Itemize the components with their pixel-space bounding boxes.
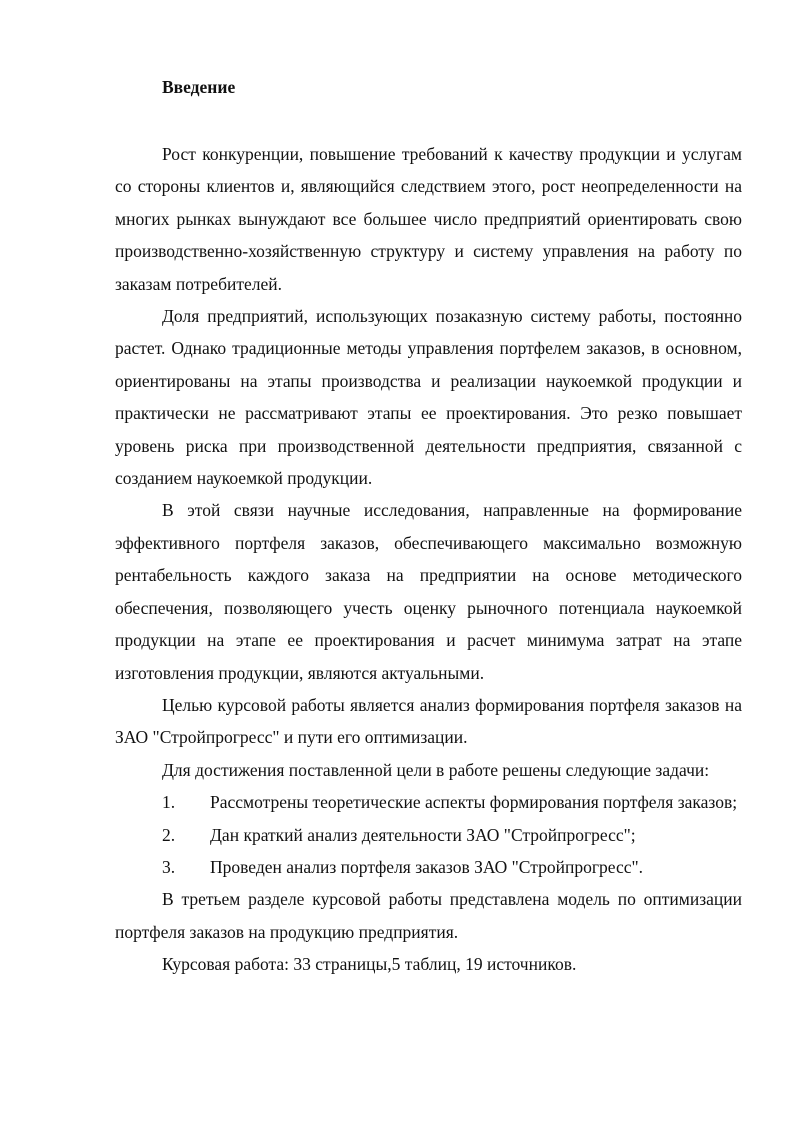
- list-item-text: Дан краткий анализ деятельности ЗАО "Стройпрогресс";: [210, 824, 636, 845]
- list-item: [115, 851, 742, 883]
- section-heading: Введение: [162, 77, 236, 97]
- paragraph: Курсовая работа: 33 страницы,5 таблиц, 19 источников.: [162, 954, 577, 975]
- paragraph: В третьем разделе курсовой работы представлена модель по оптимизации портфеля заказов на продукцию предприятия.: [115, 889, 742, 942]
- list-item-number: 2.: [162, 824, 176, 845]
- list-item: [115, 786, 742, 818]
- list-item-text: Рассмотрены теоретические аспекты формирования портфеля заказов;: [210, 792, 738, 813]
- list-item-number: 3.: [162, 856, 176, 877]
- paragraph: Рост конкуренции, повышение требований к качеству продукции и услугам со стороны клиентов и, являющийся следствием этого, рост неопределенности на многих рынках вынуждают все большее число предприятий ориентировать свою производственно-хозяйственную структуру и систему управления на работу по заказам потребителей.: [115, 144, 742, 294]
- paragraph: В этой связи научные исследования, направленные на формирование эффективного портфеля заказов, обеспечивающего максимально возможную рентабельность каждого заказа на предприятии на основе методического обеспечения, позволяющего учесть оценку рыночного потенциала наукоемкой продукции на этапе ее проектирования и расчет минимума затрат на этапе изготовления продукции, являются актуальными.: [115, 500, 742, 683]
- paragraph: Для достижения поставленной цели в работе решены следующие задачи:: [162, 759, 710, 780]
- paragraph: Целью курсовой работы является анализ формирования портфеля заказов на ЗАО "Стройпрогресс" и пути его оптимизации.: [115, 694, 742, 748]
- document-body: [115, 138, 742, 981]
- list-item-text: Проведен анализ портфеля заказов ЗАО "Стройпрогресс".: [210, 856, 644, 877]
- paragraph: Доля предприятий, использующих позаказную систему работы, постоянно растет. Однако традиционные методы управления портфелем заказов, в основном, ориентированы на этапы производства и реализации наукоемкой продукции и практически не рассматривают этапы ее проектирования. Это резко повышает уровень риска при производственной деятельности предприятия, связанной с созданием наукоемкой продукции.: [115, 306, 742, 489]
- list-item: [115, 819, 742, 851]
- list-item-number: 1.: [162, 792, 176, 813]
